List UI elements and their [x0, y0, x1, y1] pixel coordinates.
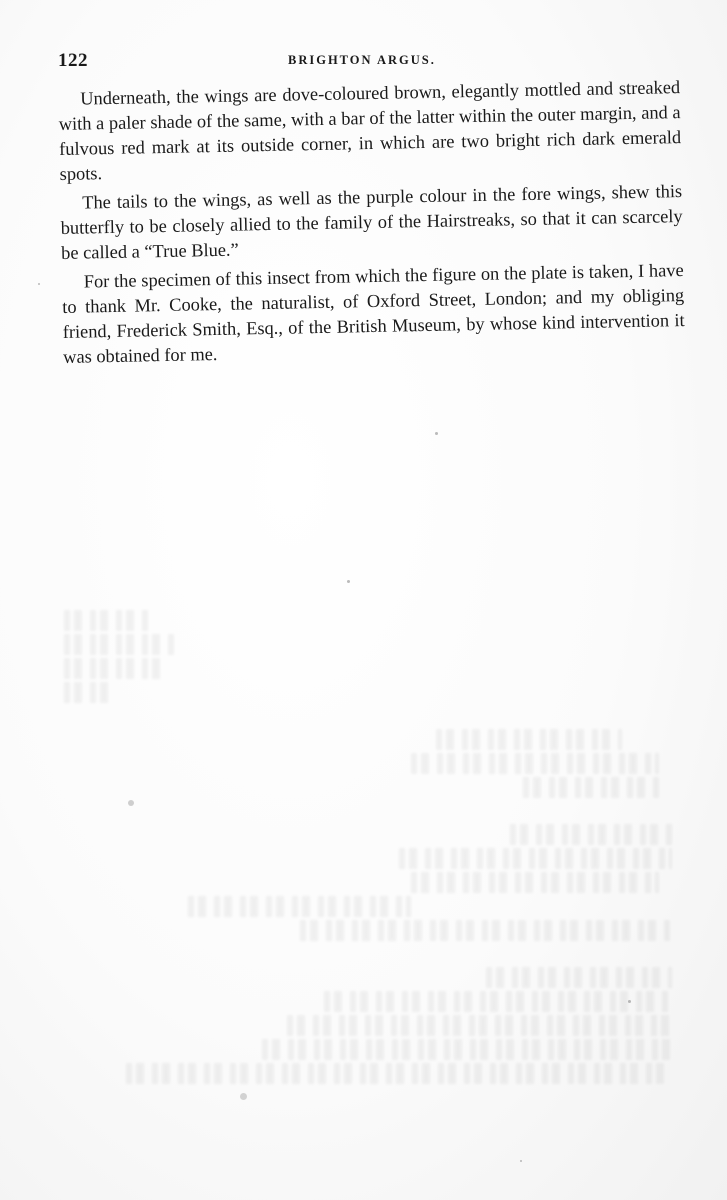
- paper-speck: [240, 1093, 247, 1100]
- paper-speck: [128, 800, 134, 806]
- paragraph-underneath: Underneath, the wings are dove-coloured brown, elegantly mottled and streaked with a paler shade of the same, with a bar of the latter within the outer margin, and a fulvous red mark at its outside corner, in which are two bright rich dark emerald spots.: [58, 77, 682, 184]
- show-through-texture: [64, 610, 684, 1090]
- paper-speck: [38, 283, 40, 285]
- page-number: 122: [58, 50, 88, 71]
- paper-speck: [435, 432, 438, 435]
- paper-speck: [520, 1160, 522, 1162]
- paragraph-specimen: For the specimen of this insect from which the figure on the plate is taken, I have to thank Mr. Cooke, the naturalist, of Oxford Street, London; and my obliging friend, Frederick Smith, Esq., of the British Museum, by whose kind intervention it was obtained for me.: [62, 260, 685, 367]
- running-head: BRIGHTON ARGUS.: [288, 53, 436, 67]
- paragraph-tails: The tails to the wings, as well as the purple colour in the fore wings, shew this butterfly to be closely allied to the family of the Hairstreaks, so that it can scarcely be called a “True Blue.”: [60, 181, 683, 263]
- paper-speck: [628, 1000, 631, 1003]
- body-text: [58, 75, 685, 374]
- page-header: [58, 50, 688, 74]
- paper-speck: [347, 580, 350, 583]
